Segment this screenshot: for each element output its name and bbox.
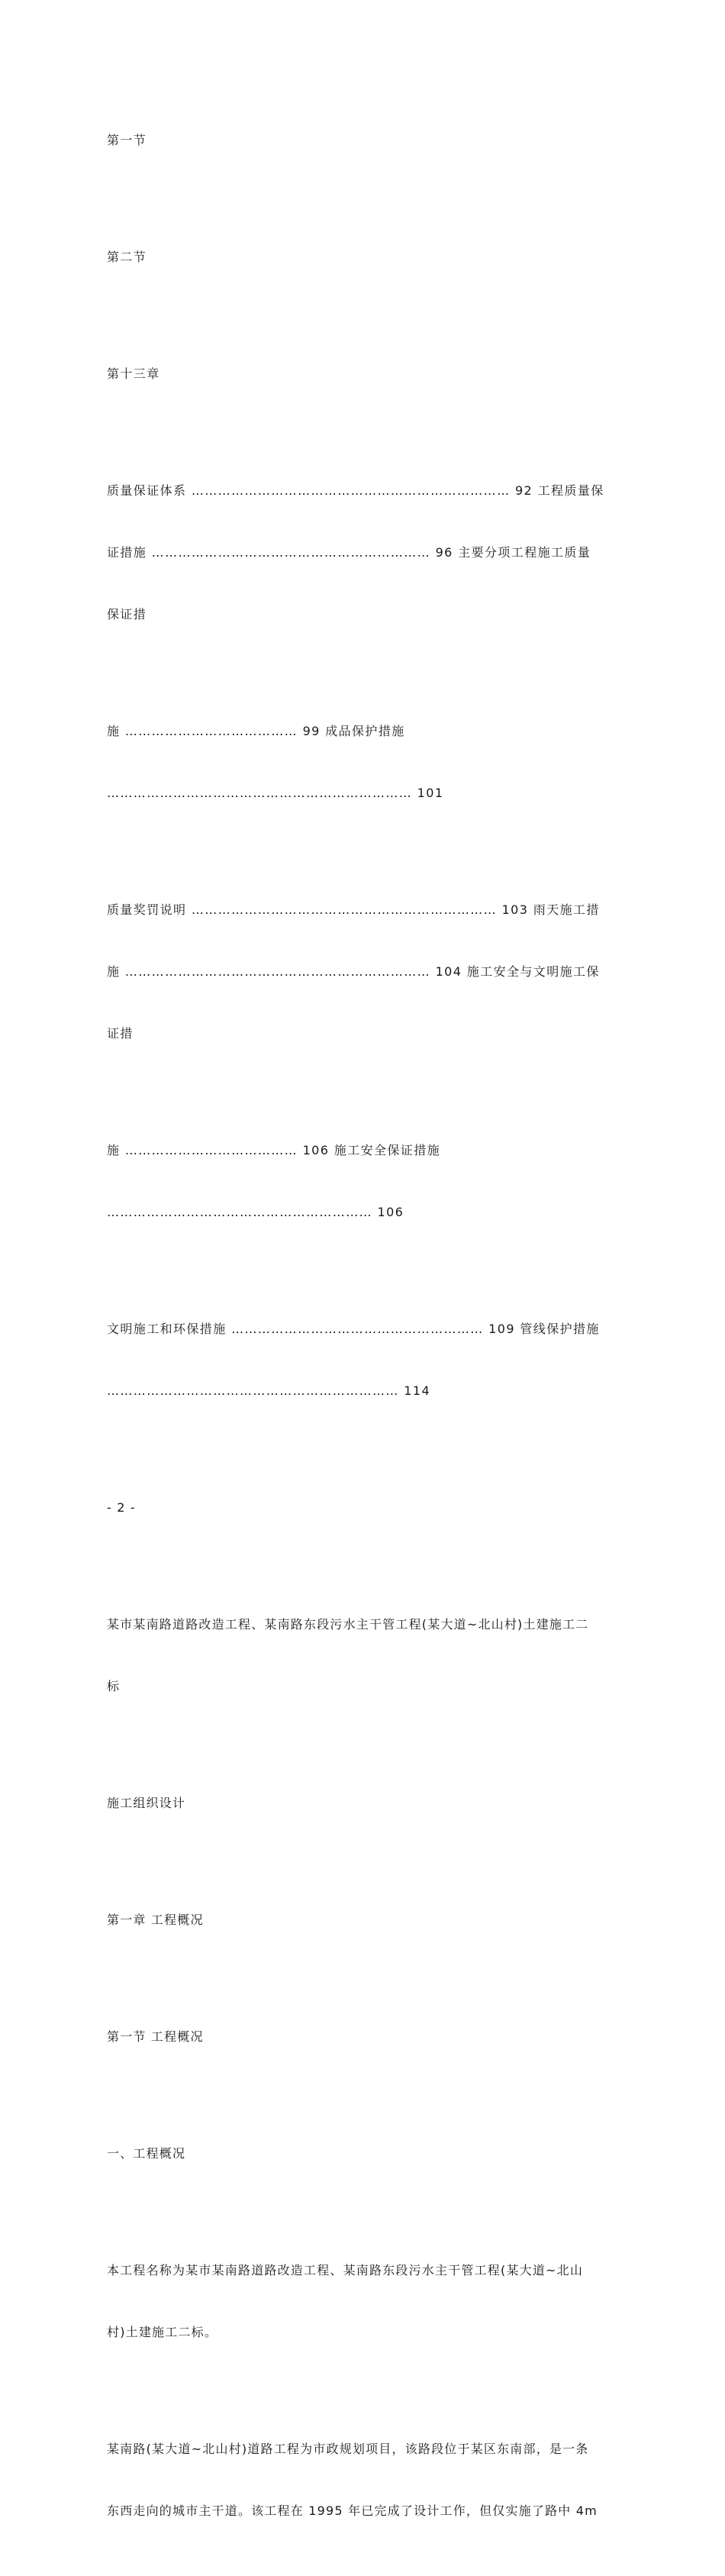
toc-line: 施 …………………………………………………………… 104 施工安全与文明施工保 [107,964,600,979]
toc-block-product-protection [107,680,620,844]
toc-line: 保证措 [107,607,147,621]
document-title [107,1573,620,1738]
toc-block-civilized-construction [107,1277,620,1442]
title-line: 标 [107,1679,121,1693]
page-number [107,1456,620,1559]
subtitle-text: 施工组织设计 [107,1796,186,1810]
paragraph-line: 东西走向的城市主干道。该工程在 1995 年已完成了设计工作，但仅实施了路中 4m [107,2503,598,2518]
toc-entry-section-2 [107,205,620,308]
toc-line: 文明施工和环保措施 ………………………………………………… 109 管线保护措施 [107,1322,600,1336]
toc-block-quality-rewards [107,858,620,1085]
paragraph-line: 村)土建施工二标。 [107,2325,218,2339]
toc-line: …………………………………………………………… 101 [107,786,444,800]
document-page [107,89,620,2576]
toc-line: ………………………………………………………… 114 [107,1383,431,1398]
toc-entry-section-1 [107,89,620,192]
paragraph-line: 本工程名称为某市某南路道路改造工程、某南路东段污水主干管工程(某大道~北山 [107,2263,584,2277]
toc-block-quality-system [107,439,620,666]
toc-entry-chapter-13 [107,322,620,425]
toc-line: 第一节 [107,133,147,147]
toc-line: 施 ………………………………… 99 成品保护措施 [107,724,405,738]
paragraph-line: 某南路(某大道~北山村)道路工程为市政规划项目，该路段位于某区东南部，是一条 [107,2442,589,2456]
page-number-text: - 2 - [107,1500,136,1515]
toc-block-safety-measures [107,1099,620,1264]
chapter-heading-text: 第一章 工程概况 [107,1913,204,1927]
subsection-heading [107,2102,620,2205]
toc-line: 第二节 [107,250,147,264]
body-paragraph-road-description [107,2397,620,2562]
subsection-heading-text: 一、工程概况 [107,2146,186,2161]
body-paragraph-project-name [107,2219,620,2384]
document-subtitle [107,1751,620,1855]
toc-line: 证措施 ……………………………………………………… 96 主要分项工程施工质量 [107,545,591,560]
section-heading-text: 第一节 工程概况 [107,2029,204,2044]
chapter-heading [107,1868,620,1971]
toc-line: …………………………………………………… 106 [107,1205,404,1219]
toc-line: 质量奖罚说明 …………………………………………………………… 103 雨天施工措 [107,902,600,917]
title-line: 某市某南路道路改造工程、某南路东段污水主干管工程(某大道~北山村)土建施工二 [107,1617,589,1632]
section-heading [107,1985,620,2088]
toc-line: 施 ………………………………… 106 施工安全保证措施 [107,1143,440,1157]
toc-line: 第十三章 [107,366,160,381]
toc-line: 质量保证体系 ……………………………………………………………… 92 工程质量保 [107,483,604,498]
toc-line: 证措 [107,1026,134,1041]
